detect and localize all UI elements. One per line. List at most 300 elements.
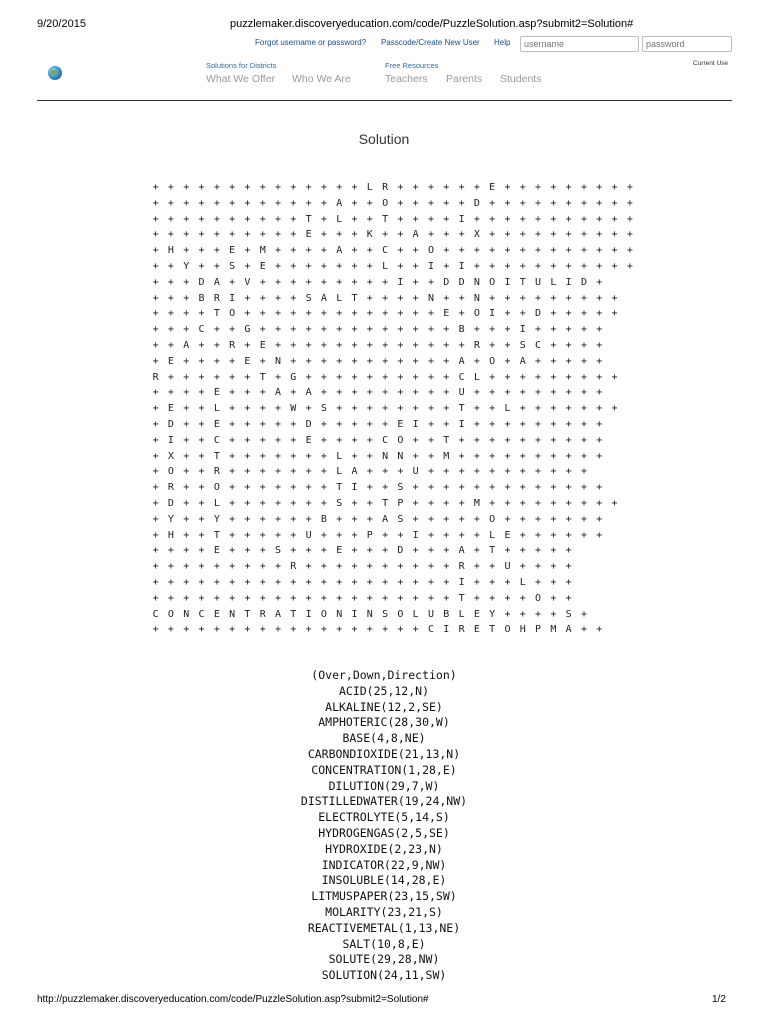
grid-cell: + <box>519 513 526 525</box>
passcode-create-user-link[interactable]: Passcode/Create New User <box>381 38 480 47</box>
grid-cell: + <box>489 245 496 257</box>
grid-cell: + <box>366 497 373 509</box>
grid-cell: + <box>320 434 327 446</box>
grid-cell: + <box>229 324 236 336</box>
grid-cell: E <box>259 260 266 272</box>
grid-cell: + <box>290 418 297 430</box>
grid-cell: + <box>382 371 389 383</box>
grid-cell: + <box>397 561 404 573</box>
grid-cell: + <box>259 450 266 462</box>
grid-cell: S <box>397 482 404 494</box>
grid-cell: + <box>366 308 373 320</box>
grid-cell: T <box>290 608 297 620</box>
grid-cell: + <box>305 576 312 588</box>
grid-cell: D <box>473 197 480 209</box>
grid-row <box>148 528 638 544</box>
grid-row <box>148 480 638 496</box>
grid-cell: + <box>519 482 526 494</box>
grid-cell: + <box>244 592 251 604</box>
grid-cell: + <box>580 355 587 367</box>
grid-cell: + <box>596 339 603 351</box>
grid-cell: + <box>198 197 205 209</box>
grid-cell: + <box>213 260 220 272</box>
grid-cell: + <box>382 576 389 588</box>
grid-cell: + <box>351 592 358 604</box>
grid-cell: + <box>198 229 205 241</box>
grid-cell: + <box>489 339 496 351</box>
grid-cell: L <box>504 403 511 415</box>
grid-cell: + <box>229 466 236 478</box>
grid-cell: + <box>550 608 557 620</box>
grid-cell: + <box>229 197 236 209</box>
grid-cell: + <box>320 450 327 462</box>
grid-cell: + <box>305 482 312 494</box>
print-date: 9/20/2015 <box>37 18 86 30</box>
word-list-item: REACTIVEMETAL(1,13,NE) <box>307 920 461 935</box>
word-list-item: SOLUTION(24,11,SW) <box>321 968 447 983</box>
grid-cell: + <box>427 482 434 494</box>
grid-cell: + <box>427 371 434 383</box>
grid-cell: + <box>565 308 572 320</box>
grid-cell: + <box>550 355 557 367</box>
grid-cell: + <box>198 450 205 462</box>
grid-cell: + <box>427 466 434 478</box>
grid-cell: + <box>580 371 587 383</box>
word-list-item: ELECTROLYTE(5,14,S) <box>318 810 450 825</box>
grid-cell: + <box>320 466 327 478</box>
grid-cell: + <box>229 276 236 288</box>
grid-cell: A <box>565 624 572 636</box>
grid-cell: + <box>443 213 450 225</box>
grid-cell: T <box>382 213 389 225</box>
grid-cell: L <box>489 529 496 541</box>
grid-cell: + <box>535 387 542 399</box>
grid-cell: + <box>198 482 205 494</box>
grid-cell: + <box>382 308 389 320</box>
grid-cell: + <box>244 229 251 241</box>
word-list-item: CONCENTRATION(1,28,E) <box>311 762 457 777</box>
grid-cell: I <box>427 260 434 272</box>
grid-cell: + <box>229 545 236 557</box>
grid-cell: + <box>489 403 496 415</box>
grid-cell: + <box>167 545 174 557</box>
grid-cell: + <box>596 529 603 541</box>
grid-cell: A <box>275 608 282 620</box>
grid-cell: + <box>412 576 419 588</box>
forgot-credentials-link[interactable]: Forgot username or password? <box>255 38 367 47</box>
grid-cell: + <box>167 576 174 588</box>
grid-cell: + <box>580 260 587 272</box>
grid-cell: + <box>152 229 159 241</box>
grid-cell: + <box>412 450 419 462</box>
grid-cell: U <box>535 276 542 288</box>
grid-cell: + <box>443 561 450 573</box>
grid-cell: D <box>458 276 465 288</box>
grid-row <box>148 259 638 275</box>
grid-cell: + <box>320 624 327 636</box>
grid-cell: T <box>213 308 220 320</box>
grid-cell: + <box>229 182 236 193</box>
grid-cell: + <box>550 545 557 557</box>
grid-cell: + <box>519 418 526 430</box>
grid-row <box>148 591 638 607</box>
grid-cell: + <box>351 497 358 509</box>
grid-cell: + <box>336 592 343 604</box>
grid-cell: + <box>259 576 266 588</box>
grid-cell: + <box>167 592 174 604</box>
grid-cell: + <box>366 576 373 588</box>
grid-cell: + <box>152 561 159 573</box>
grid-cell: + <box>550 450 557 462</box>
grid-cell: + <box>366 545 373 557</box>
grid-cell: + <box>305 182 312 193</box>
grid-cell: + <box>336 229 343 241</box>
grid-cell: + <box>443 292 450 304</box>
grid-cell: + <box>397 292 404 304</box>
grid-cell: + <box>320 213 327 225</box>
grid-cell: + <box>489 561 496 573</box>
grid-cell: + <box>351 529 358 541</box>
grid-cell: + <box>458 197 465 209</box>
grid-cell: + <box>550 592 557 604</box>
grid-cell: L <box>366 182 373 193</box>
grid-cell: + <box>259 624 266 636</box>
grid-cell: + <box>427 229 434 241</box>
grid-cell: + <box>473 482 480 494</box>
grid-cell: + <box>535 245 542 257</box>
nav-students[interactable]: Students <box>500 73 542 85</box>
grid-cell: + <box>550 529 557 541</box>
username-input[interactable] <box>520 36 639 52</box>
grid-cell: + <box>565 450 572 462</box>
grid-cell: + <box>565 545 572 557</box>
grid-cell: + <box>213 182 220 193</box>
grid-cell: + <box>565 592 572 604</box>
grid-cell: + <box>427 497 434 509</box>
grid-cell: R <box>458 624 465 636</box>
grid-cell: C <box>382 434 389 446</box>
grid-cell: Y <box>213 513 220 525</box>
grid-cell: + <box>305 355 312 367</box>
print-page-number: 1/2 <box>712 994 726 1005</box>
grid-cell: N <box>366 608 373 620</box>
grid-cell: + <box>504 182 511 193</box>
grid-cell: + <box>580 245 587 257</box>
grid-cell: T <box>259 371 266 383</box>
grid-cell: + <box>366 197 373 209</box>
grid-cell: R <box>167 482 174 494</box>
grid-cell: + <box>382 482 389 494</box>
grid-row <box>148 196 638 212</box>
grid-cell: E <box>305 229 312 241</box>
grid-cell: + <box>412 371 419 383</box>
grid-cell: + <box>213 576 220 588</box>
grid-cell: L <box>382 260 389 272</box>
grid-cell: + <box>565 482 572 494</box>
grid-cell: + <box>550 339 557 351</box>
grid-cell: + <box>167 276 174 288</box>
grid-row <box>148 449 638 465</box>
grid-cell: + <box>213 355 220 367</box>
grid-cell: + <box>167 371 174 383</box>
word-list-item: HYDROGENGAS(2,5,SE) <box>318 825 450 840</box>
grid-cell: + <box>504 592 511 604</box>
grid-cell: D <box>397 545 404 557</box>
grid-cell: + <box>259 545 266 557</box>
grid-cell: + <box>336 371 343 383</box>
grid-cell: T <box>305 213 312 225</box>
grid-cell: + <box>366 371 373 383</box>
grid-cell: + <box>412 513 419 525</box>
password-input[interactable] <box>642 36 732 52</box>
grid-cell: + <box>443 497 450 509</box>
grid-cell: I <box>489 308 496 320</box>
grid-cell: + <box>596 245 603 257</box>
grid-cell: + <box>412 545 419 557</box>
grid-cell: + <box>244 182 251 193</box>
grid-cell: + <box>443 324 450 336</box>
grid-cell: + <box>275 339 282 351</box>
word-list-item: AMPHOTERIC(28,30,W) <box>318 715 450 730</box>
grid-cell: N <box>473 276 480 288</box>
grid-cell: I <box>229 292 236 304</box>
grid-cell: + <box>167 213 174 225</box>
grid-cell: + <box>565 418 572 430</box>
grid-cell: S <box>320 403 327 415</box>
grid-cell: + <box>198 497 205 509</box>
grid-cell: + <box>275 418 282 430</box>
grid-cell: + <box>290 292 297 304</box>
grid-cell: C <box>152 608 159 620</box>
grid-cell: + <box>244 197 251 209</box>
grid-cell: O <box>489 355 496 367</box>
grid-cell: + <box>427 513 434 525</box>
grid-cell: + <box>183 545 190 557</box>
globe-logo-icon[interactable] <box>48 66 62 80</box>
nav-parents[interactable]: Parents <box>446 73 483 85</box>
grid-cell: + <box>366 624 373 636</box>
grid-cell: O <box>213 482 220 494</box>
grid-cell: + <box>535 324 542 336</box>
grid-cell: + <box>290 308 297 320</box>
grid-cell: + <box>351 245 358 257</box>
grid-cell: + <box>183 387 190 399</box>
grid-cell: A <box>458 355 465 367</box>
grid-cell: + <box>443 592 450 604</box>
grid-cell: + <box>412 434 419 446</box>
grid-cell: + <box>519 213 526 225</box>
grid-cell: + <box>183 403 190 415</box>
grid-cell: + <box>167 387 174 399</box>
grid-cell: + <box>489 497 496 509</box>
grid-cell: + <box>351 355 358 367</box>
grid-cell: + <box>458 497 465 509</box>
header-divider <box>37 100 732 101</box>
grid-cell: + <box>519 197 526 209</box>
grid-cell: + <box>535 182 542 193</box>
grid-cell: + <box>198 403 205 415</box>
grid-cell: + <box>259 324 266 336</box>
grid-cell: O <box>382 197 389 209</box>
grid-cell: A <box>213 276 220 288</box>
grid-cell: + <box>535 403 542 415</box>
grid-cell: A <box>351 466 358 478</box>
grid-cell: + <box>213 624 220 636</box>
grid-cell: + <box>489 576 496 588</box>
grid-cell: A <box>519 355 526 367</box>
grid-cell: + <box>519 371 526 383</box>
grid-cell: + <box>443 371 450 383</box>
grid-cell: + <box>397 624 404 636</box>
grid-cell: + <box>427 197 434 209</box>
grid-cell: + <box>167 182 174 193</box>
grid-cell: T <box>489 545 496 557</box>
grid-cell: + <box>473 592 480 604</box>
grid-cell: + <box>351 450 358 462</box>
grid-cell: + <box>275 213 282 225</box>
grid-cell: + <box>458 450 465 462</box>
grid-cell: C <box>458 371 465 383</box>
grid-cell: + <box>305 513 312 525</box>
grid-cell: + <box>519 292 526 304</box>
grid-row <box>148 401 638 417</box>
grid-cell: + <box>198 624 205 636</box>
grid-cell: + <box>443 418 450 430</box>
grid-cell: + <box>336 418 343 430</box>
grid-cell: + <box>305 197 312 209</box>
grid-row <box>148 370 638 386</box>
grid-cell: M <box>473 497 480 509</box>
grid-cell: + <box>473 182 480 193</box>
grid-cell: + <box>535 513 542 525</box>
grid-cell: N <box>275 355 282 367</box>
grid-cell: N <box>427 292 434 304</box>
help-link[interactable]: Help <box>494 38 511 47</box>
grid-cell: + <box>198 466 205 478</box>
grid-cell: + <box>305 245 312 257</box>
grid-cell: + <box>152 355 159 367</box>
grid-cell: + <box>366 245 373 257</box>
grid-cell: + <box>550 576 557 588</box>
grid-cell: + <box>550 197 557 209</box>
grid-cell: + <box>550 482 557 494</box>
grid-cell: E <box>259 339 266 351</box>
grid-cell: + <box>259 434 266 446</box>
grid-cell: + <box>626 260 633 272</box>
grid-cell: + <box>596 624 603 636</box>
grid-row <box>148 417 638 433</box>
grid-cell: + <box>275 260 282 272</box>
grid-cell: + <box>229 482 236 494</box>
grid-cell: + <box>473 529 480 541</box>
grid-cell: + <box>596 371 603 383</box>
grid-cell: + <box>504 245 511 257</box>
grid-cell: I <box>167 434 174 446</box>
grid-cell: + <box>183 182 190 193</box>
grid-cell: + <box>489 292 496 304</box>
grid-cell: + <box>290 529 297 541</box>
grid-cell: R <box>458 561 465 573</box>
grid-cell: + <box>565 260 572 272</box>
grid-cell: + <box>351 545 358 557</box>
grid-cell: + <box>244 434 251 446</box>
grid-cell: T <box>213 450 220 462</box>
grid-cell: H <box>167 529 174 541</box>
grid-cell: + <box>596 197 603 209</box>
grid-cell: + <box>305 497 312 509</box>
grid-cell: + <box>320 260 327 272</box>
grid-cell: + <box>412 592 419 604</box>
grid-cell: + <box>275 245 282 257</box>
grid-cell: D <box>198 276 205 288</box>
grid-cell: + <box>458 434 465 446</box>
grid-cell: + <box>290 387 297 399</box>
grid-cell: + <box>336 576 343 588</box>
grid-cell: + <box>167 197 174 209</box>
grid-cell: + <box>580 403 587 415</box>
grid-cell: + <box>290 276 297 288</box>
grid-cell: + <box>611 229 618 241</box>
grid-cell: + <box>213 324 220 336</box>
grid-cell: + <box>152 292 159 304</box>
grid-cell: + <box>198 245 205 257</box>
grid-cell: + <box>489 213 496 225</box>
grid-cell: + <box>275 229 282 241</box>
grid-cell: + <box>290 260 297 272</box>
grid-cell: + <box>351 308 358 320</box>
grid-cell: I <box>519 324 526 336</box>
grid-cell: + <box>167 308 174 320</box>
grid-row <box>148 464 638 480</box>
grid-cell: U <box>427 608 434 620</box>
grid-cell: + <box>504 466 511 478</box>
grid-cell: + <box>611 245 618 257</box>
grid-cell: + <box>336 276 343 288</box>
grid-cell: + <box>412 276 419 288</box>
grid-cell: + <box>580 624 587 636</box>
grid-cell: + <box>336 324 343 336</box>
grid-cell: + <box>565 434 572 446</box>
grid-cell: + <box>519 434 526 446</box>
grid-cell: + <box>320 197 327 209</box>
grid-cell: + <box>535 608 542 620</box>
grid-cell: A <box>336 245 343 257</box>
grid-cell: + <box>290 324 297 336</box>
grid-cell: + <box>535 482 542 494</box>
grid-cell: + <box>565 371 572 383</box>
grid-cell: + <box>351 513 358 525</box>
grid-cell: A <box>275 387 282 399</box>
grid-cell: + <box>229 624 236 636</box>
nav-teachers[interactable]: Teachers <box>385 73 428 85</box>
grid-cell: + <box>596 418 603 430</box>
grid-cell: + <box>611 403 618 415</box>
grid-row <box>148 227 638 243</box>
grid-cell: + <box>596 434 603 446</box>
grid-cell: + <box>550 418 557 430</box>
nav-who-we-are[interactable]: Who We Are <box>292 73 351 85</box>
grid-cell: + <box>320 545 327 557</box>
grid-cell: L <box>336 466 343 478</box>
grid-cell: T <box>443 434 450 446</box>
nav-what-we-offer[interactable]: What We Offer <box>206 73 276 85</box>
grid-cell: O <box>320 608 327 620</box>
grid-cell: + <box>458 513 465 525</box>
grid-cell: I <box>458 418 465 430</box>
grid-row <box>148 543 638 559</box>
grid-row <box>148 385 638 401</box>
grid-cell: P <box>397 497 404 509</box>
